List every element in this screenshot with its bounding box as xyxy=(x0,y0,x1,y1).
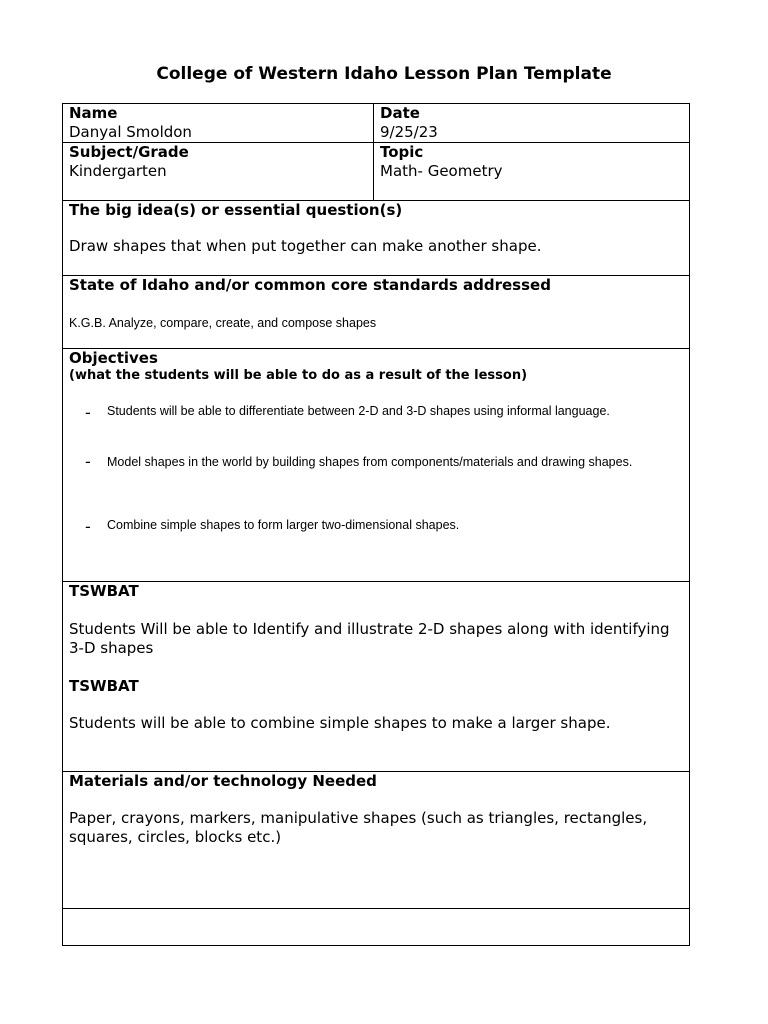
materials-section xyxy=(62,771,690,909)
bullet-dash: - xyxy=(85,452,91,471)
date-label: Date xyxy=(380,104,420,122)
objective-item xyxy=(85,403,667,422)
tswbat-section xyxy=(62,581,690,772)
materials-text: Paper, crayons, markers, manipulative shapes (such as triangles, rectangles, squares, circles, blocks etc.) xyxy=(69,809,648,846)
big-idea-text: Draw shapes that when put together can make another shape. xyxy=(69,237,542,255)
objective-text: Students will be able to differentiate between 2-D and 3-D shapes using informal language. xyxy=(107,404,610,418)
tswbat-heading: TSWBAT xyxy=(69,582,139,600)
tswbat-text: Students will be able to combine simple shapes to make a larger shape. xyxy=(69,714,611,732)
name-value: Danyal Smoldon xyxy=(69,123,192,141)
name-cell xyxy=(62,103,374,143)
subject-cell xyxy=(62,142,374,201)
tswbat-text: Students Will be able to Identify and illustrate 2-D shapes along with identifying 3-D shapes xyxy=(69,620,670,657)
empty-row xyxy=(62,908,690,946)
big-idea-heading: The big idea(s) or essential question(s) xyxy=(69,201,403,219)
standards-text: K.G.B. Analyze, compare, create, and compose shapes xyxy=(69,316,377,330)
standards-heading: State of Idaho and/or common core standards addressed xyxy=(69,276,551,294)
objective-item xyxy=(85,452,667,473)
bullet-dash: - xyxy=(85,517,91,536)
objective-text: Combine simple shapes to form larger two-dimensional shapes. xyxy=(107,518,460,532)
name-label: Name xyxy=(69,104,118,122)
topic-value: Math- Geometry xyxy=(380,162,503,180)
subject-value: Kindergarten xyxy=(69,162,167,180)
objective-item xyxy=(85,517,667,536)
topic-label: Topic xyxy=(380,143,424,161)
subject-label: Subject/Grade xyxy=(69,143,189,161)
objectives-heading: Objectives xyxy=(69,349,158,367)
tswbat-heading: TSWBAT xyxy=(69,677,139,695)
standards-section xyxy=(62,275,690,349)
date-cell xyxy=(373,103,690,143)
big-idea-section xyxy=(62,200,690,276)
date-value: 9/25/23 xyxy=(380,123,438,141)
objective-text: Model shapes in the world by building shapes from components/materials and drawing shapes. xyxy=(107,455,633,469)
objectives-subheading: (what the students will be able to do as a result of the lesson) xyxy=(69,368,528,383)
topic-cell xyxy=(373,142,690,201)
materials-heading: Materials and/or technology Needed xyxy=(69,772,377,790)
document-title: College of Western Idaho Lesson Plan Template xyxy=(156,64,612,84)
bullet-dash: - xyxy=(85,403,91,422)
objectives-section xyxy=(62,348,690,582)
